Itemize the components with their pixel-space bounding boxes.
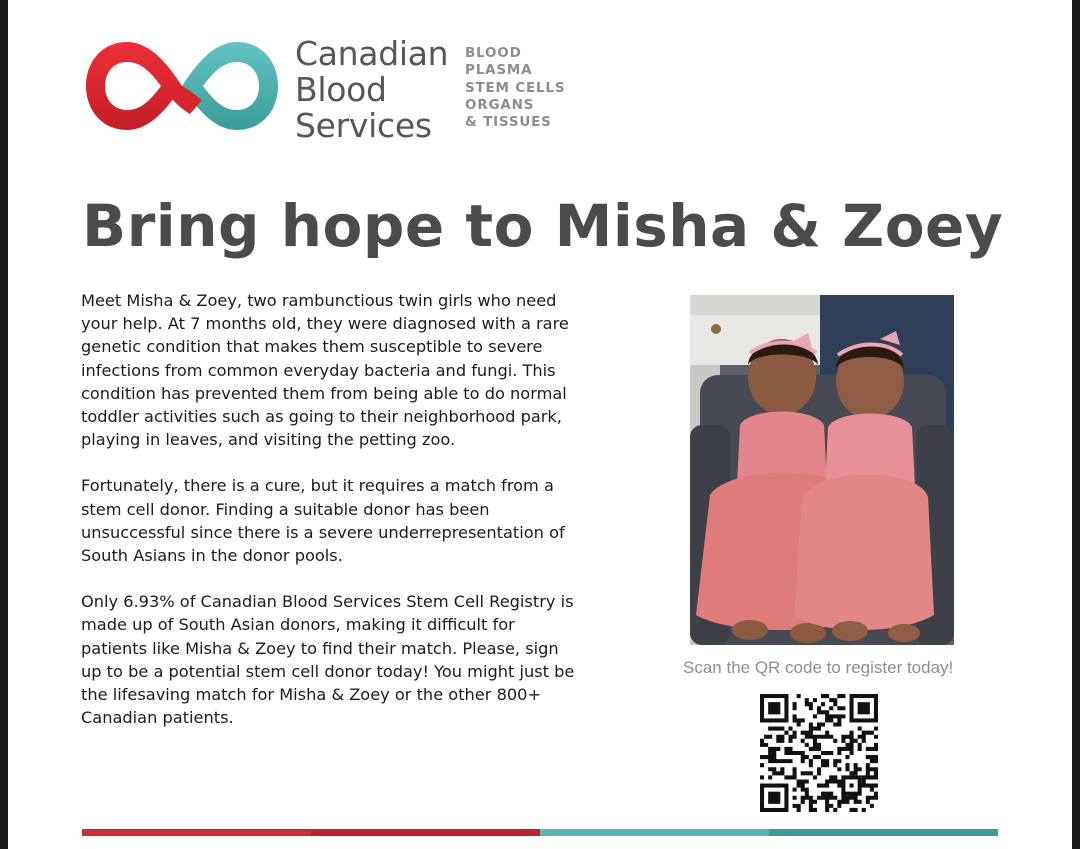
stripe-segment [769,829,998,836]
stripe-segment [540,829,769,836]
paragraph-cure: Fortunately, there is a cure, but it requires a match from a stem cell donor. Finding a suitable donor has been unsuccessful since there is a severe underrepresentation of South Asians in the donor pools. [81,476,565,566]
body-copy [81,289,581,752]
services-list [465,45,565,131]
service-item: BLOOD [465,45,522,61]
qr-caption: Scan the QR code to register today! [683,658,954,677]
brand-line-2: Blood [295,70,387,109]
service-item: PLASMA [465,62,533,79]
canadian-blood-services-logo-icon [82,36,282,136]
color-stripe [82,829,998,836]
brand-line-1: Canadian [295,34,449,73]
stripe-segment [311,829,540,836]
qr-code-icon[interactable] [760,694,878,812]
twins-photo [690,295,954,645]
brand-name [295,36,448,144]
brand-line-3: Services [295,106,432,145]
service-item: ORGANS [465,96,535,113]
headline: Bring hope to Misha & Zoey [82,192,1004,260]
stripe-segment [82,829,311,836]
paragraph-intro: Meet Misha & Zoey, two rambunctious twin girls who need your help. At 7 months old, they were diagnosed with a rare genetic condition that makes them susceptible to severe infections from common everyday bacteria and fungi. This condition has prevented them from being able to do normal toddler activities such as going to their neighborhood park, playing in leaves, and visiting the petting zoo. [81,291,569,450]
poster-page [8,0,1072,849]
paragraph-registry: Only 6.93% of Canadian Blood Services Stem Cell Registry is made up of South Asian donors, making it difficult for patients like Misha & Zoey to find their match. Please, sign up to be a potential stem cell donor today! You might just be the lifesaving match for Misha & Zoey or the other 800+ Canadian patients. [81,592,575,728]
service-item: STEM CELLS [465,79,566,96]
service-item: & TISSUES [465,114,552,131]
